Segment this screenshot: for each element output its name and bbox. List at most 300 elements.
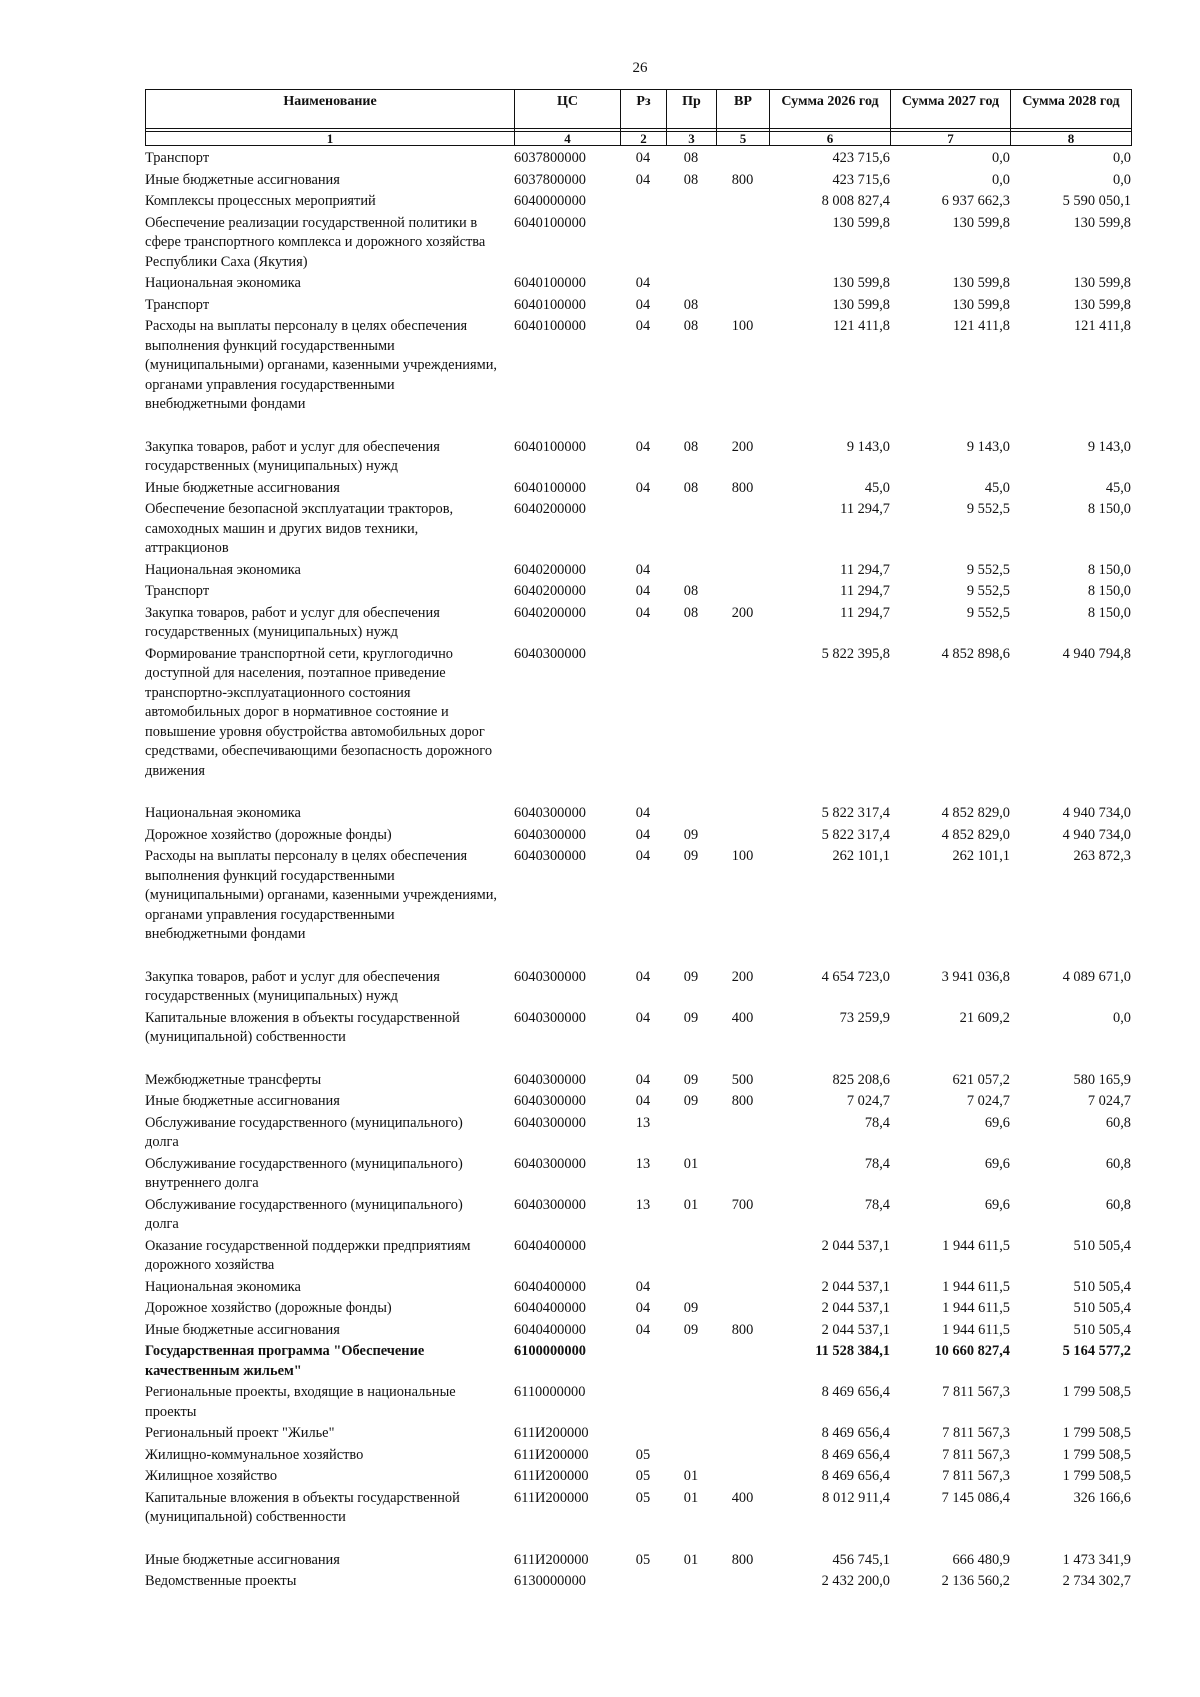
row-sum-2028: 9 143,0 xyxy=(1087,438,1131,455)
row-rz-code: 05 xyxy=(635,1551,651,1568)
row-sum-2027: 621 057,2 xyxy=(952,1071,1010,1088)
row-rz-code xyxy=(620,213,666,274)
row-sum-2026: 130 599,8 xyxy=(832,296,890,313)
row-cs-code: 6037800000 xyxy=(514,150,586,166)
column-header-sum-2026: Сумма 2026 год xyxy=(770,90,891,129)
row-vr-code: 800 xyxy=(731,171,754,188)
row-rz-code: 04 xyxy=(635,805,651,821)
row-sum-2026: 45,0 xyxy=(864,479,890,496)
row-sum-2026: 825 208,6 xyxy=(832,1071,890,1088)
row-vr-code xyxy=(716,213,769,274)
row-pr-code: 09 xyxy=(683,968,699,985)
row-rz-code xyxy=(620,1571,666,1593)
row-pr-code: 01 xyxy=(683,1196,699,1213)
column-header-rz: Рз xyxy=(621,90,667,129)
row-rz-code xyxy=(620,1341,666,1382)
row-rz-code: 04 xyxy=(635,1278,651,1295)
row-vr-code: 800 xyxy=(731,1551,754,1568)
row-sum-2026: 4 654 723,0 xyxy=(821,968,890,985)
table-row xyxy=(145,1488,1131,1529)
row-sum-2026: 8 008 827,4 xyxy=(821,193,890,209)
table-row xyxy=(145,1382,1131,1423)
row-sum-2026: 5 822 395,8 xyxy=(821,645,890,662)
row-rz-code: 04 xyxy=(635,150,651,166)
row-rz-code: 13 xyxy=(635,1114,651,1131)
row-vr-code: 200 xyxy=(731,968,754,985)
row-name: Расходы на выплаты персоналу в целях обеспечения выполнения функций государственными (муниципальными) органами, казенными учреждениями, органами управления государственными внебюджетными фондами xyxy=(145,848,498,942)
row-vr-code xyxy=(716,1466,769,1488)
table-row xyxy=(145,316,1131,416)
row-cs-code: 6040300000 xyxy=(514,1071,586,1088)
row-sum-2028: 326 166,6 xyxy=(1073,1489,1131,1506)
row-sum-2028: 4 940 734,0 xyxy=(1062,805,1131,821)
row-sum-2026: 8 012 911,4 xyxy=(822,1489,890,1506)
row-sum-2026: 2 044 537,1 xyxy=(821,1237,890,1254)
row-name: Национальная экономика xyxy=(145,805,301,821)
column-number-8: 8 xyxy=(1011,132,1132,146)
table-row xyxy=(145,581,1131,603)
row-name: Транспорт xyxy=(145,583,210,599)
row-sum-2028: 580 165,9 xyxy=(1073,1071,1131,1088)
row-cs-code: 6040300000 xyxy=(514,968,586,985)
row-name: Обеспечение безопасной эксплуатации тракторов, самоходных машин и других видов техники, аттракционов xyxy=(145,501,454,556)
row-vr-code xyxy=(716,499,769,560)
row-cs-code: 6040200000 xyxy=(514,561,586,578)
row-sum-2028: 1 799 508,5 xyxy=(1062,1425,1131,1441)
page-number: 26 xyxy=(632,60,648,76)
row-cs-code: 6040400000 xyxy=(514,1321,586,1338)
row-sum-2027: 9 552,5 xyxy=(966,501,1010,517)
table-row xyxy=(145,846,1131,946)
row-vr-code: 200 xyxy=(731,438,754,455)
row-cs-code: 6037800000 xyxy=(514,171,586,188)
row-cs-code: 611И200000 xyxy=(514,1425,589,1441)
row-pr-code xyxy=(666,560,716,582)
row-name: Иные бюджетные ассигнования xyxy=(145,1093,340,1109)
row-pr-code: 08 xyxy=(683,438,699,455)
row-name: Межбюджетные трансферты xyxy=(145,1071,322,1088)
row-pr-code xyxy=(666,1445,716,1467)
column-number-7: 7 xyxy=(891,132,1011,146)
table-row xyxy=(145,1113,1131,1154)
row-cs-code: 6040300000 xyxy=(514,805,586,821)
row-vr-code xyxy=(716,803,769,825)
row-cs-code: 6130000000 xyxy=(514,1573,586,1589)
row-vr-code xyxy=(716,825,769,847)
row-sum-2027: 121 411,8 xyxy=(952,318,1010,334)
row-name: Национальная экономика xyxy=(145,561,301,578)
row-sum-2028: 0,0 xyxy=(1113,150,1131,166)
row-sum-2028: 0,0 xyxy=(1113,1009,1131,1026)
row-spacer xyxy=(145,416,1131,437)
row-rz-code: 04 xyxy=(635,1300,651,1316)
row-cs-code: 6040100000 xyxy=(514,275,586,291)
column-number-5: 5 xyxy=(717,132,770,146)
row-sum-2026: 262 101,1 xyxy=(832,848,890,864)
row-spacer xyxy=(145,946,1131,967)
row-sum-2026: 11 294,7 xyxy=(840,561,890,578)
row-rz-code: 04 xyxy=(635,1093,651,1109)
row-sum-2027: 130 599,8 xyxy=(952,296,1010,313)
row-rz-code: 04 xyxy=(635,583,651,599)
row-pr-code: 08 xyxy=(683,171,699,188)
row-rz-code xyxy=(620,1382,666,1423)
row-sum-2026: 78,4 xyxy=(864,1155,890,1172)
row-sum-2027: 21 609,2 xyxy=(959,1009,1010,1026)
row-sum-2028: 510 505,4 xyxy=(1073,1237,1131,1254)
table-row xyxy=(145,1070,1131,1092)
row-sum-2026: 121 411,8 xyxy=(832,318,890,334)
row-vr-code xyxy=(716,560,769,582)
row-vr-code xyxy=(716,191,769,213)
row-sum-2027: 0,0 xyxy=(992,150,1010,166)
column-number-3: 3 xyxy=(667,132,717,146)
row-spacer xyxy=(145,1049,1131,1070)
row-sum-2028: 4 940 794,8 xyxy=(1062,645,1131,662)
row-vr-code xyxy=(716,148,769,170)
row-rz-code xyxy=(620,644,666,783)
table-row xyxy=(145,1320,1131,1342)
table-row xyxy=(145,148,1131,170)
row-vr-code xyxy=(716,1236,769,1277)
row-sum-2028: 8 150,0 xyxy=(1087,583,1131,599)
row-rz-code: 04 xyxy=(635,826,651,843)
row-name: Оказание государственной поддержки предприятиям дорожного хозяйства xyxy=(145,1237,471,1273)
row-rz-code xyxy=(620,191,666,213)
row-name: Расходы на выплаты персоналу в целях обеспечения выполнения функций государственными (муниципальными) органами, казенными учреждениями, органами управления государственными внебюджетными фондами xyxy=(145,318,498,412)
table-row xyxy=(145,967,1131,1008)
row-sum-2027: 666 480,9 xyxy=(952,1551,1010,1568)
row-vr-code xyxy=(716,1571,769,1593)
row-vr-code: 100 xyxy=(731,318,754,334)
row-sum-2028: 7 024,7 xyxy=(1087,1093,1131,1109)
row-sum-2026: 5 822 317,4 xyxy=(821,805,890,821)
row-sum-2028: 510 505,4 xyxy=(1073,1278,1131,1295)
row-pr-code xyxy=(666,499,716,560)
row-cs-code: 6040200000 xyxy=(514,604,586,621)
row-sum-2026: 423 715,6 xyxy=(832,171,890,188)
row-vr-code xyxy=(716,1445,769,1467)
row-pr-code: 01 xyxy=(683,1489,699,1506)
row-rz-code: 04 xyxy=(635,1009,651,1026)
row-vr-code xyxy=(716,1341,769,1382)
row-rz-code: 13 xyxy=(635,1196,651,1213)
row-name: Капитальные вложения в объекты государственной (муниципальной) собственности xyxy=(145,1489,460,1525)
row-sum-2028: 1 799 508,5 xyxy=(1062,1468,1131,1484)
row-cs-code: 6040300000 xyxy=(514,1114,586,1131)
row-name: Закупка товаров, работ и услуг для обеспечения государственных (муниципальных) нужд xyxy=(145,604,440,640)
row-cs-code: 6040100000 xyxy=(514,318,586,334)
row-sum-2027: 7 024,7 xyxy=(966,1093,1010,1109)
row-sum-2028: 8 150,0 xyxy=(1087,561,1131,578)
row-name: Обслуживание государственного (муниципального) долга xyxy=(145,1114,463,1150)
row-name: Иные бюджетные ассигнования xyxy=(145,171,340,188)
row-sum-2027: 130 599,8 xyxy=(952,275,1010,291)
table-row xyxy=(145,1423,1131,1445)
row-sum-2027: 1 944 611,5 xyxy=(942,1300,1010,1316)
row-sum-2026: 130 599,8 xyxy=(832,275,890,291)
row-sum-2027: 45,0 xyxy=(984,479,1010,496)
row-name: Комплексы процессных мероприятий xyxy=(145,193,376,209)
row-sum-2027: 1 944 611,5 xyxy=(942,1321,1010,1338)
row-cs-code: 6040300000 xyxy=(514,848,586,864)
column-number-2: 2 xyxy=(621,132,667,146)
row-cs-code: 6040400000 xyxy=(514,1300,586,1316)
row-cs-code: 6040400000 xyxy=(514,1278,586,1295)
table-row xyxy=(145,1008,1131,1049)
row-vr-code: 800 xyxy=(731,1321,754,1338)
row-sum-2028: 5 590 050,1 xyxy=(1062,193,1131,209)
row-vr-code xyxy=(716,1382,769,1423)
column-header-cs: ЦС xyxy=(515,90,621,129)
row-vr-code xyxy=(716,1298,769,1320)
table-row xyxy=(145,825,1131,847)
row-sum-2027: 262 101,1 xyxy=(952,848,1010,864)
table-row xyxy=(145,1154,1131,1195)
row-name: Капитальные вложения в объекты государственной (муниципальной) собственности xyxy=(145,1009,460,1045)
row-pr-code xyxy=(666,1382,716,1423)
table-row xyxy=(145,1550,1131,1572)
row-vr-code: 400 xyxy=(731,1009,754,1026)
row-cs-code: 6040200000 xyxy=(514,583,586,599)
row-cs-code: 6040300000 xyxy=(514,826,586,843)
row-cs-code: 6040300000 xyxy=(514,1155,586,1172)
row-rz-code xyxy=(620,1236,666,1277)
row-sum-2027: 130 599,8 xyxy=(952,214,1010,231)
row-name: Обслуживание государственного (муниципального) долга xyxy=(145,1196,463,1232)
row-sum-2026: 8 469 656,4 xyxy=(821,1425,890,1441)
row-pr-code: 09 xyxy=(683,1093,699,1109)
row-rz-code: 05 xyxy=(635,1446,651,1463)
row-sum-2027: 9 552,5 xyxy=(966,604,1010,621)
column-number-6: 6 xyxy=(770,132,891,146)
row-sum-2026: 11 294,7 xyxy=(840,604,890,621)
row-sum-2027: 6 937 662,3 xyxy=(941,193,1010,209)
row-name: Ведомственные проекты xyxy=(145,1573,297,1589)
row-rz-code: 04 xyxy=(635,1071,651,1088)
row-name: Обслуживание государственного (муниципального) внутреннего долга xyxy=(145,1155,463,1191)
row-rz-code: 05 xyxy=(635,1468,651,1484)
row-vr-code: 100 xyxy=(731,848,754,864)
row-rz-code: 04 xyxy=(635,604,651,621)
row-pr-code xyxy=(666,1277,716,1299)
row-sum-2028: 510 505,4 xyxy=(1073,1300,1131,1316)
row-sum-2028: 130 599,8 xyxy=(1073,296,1131,313)
row-sum-2027: 69,6 xyxy=(984,1196,1010,1213)
row-pr-code: 09 xyxy=(683,1300,699,1316)
row-name: Транспорт xyxy=(145,150,210,166)
row-cs-code: 6040100000 xyxy=(514,296,586,313)
row-sum-2027: 9 552,5 xyxy=(966,583,1010,599)
row-pr-code: 09 xyxy=(683,1321,699,1338)
row-pr-code: 08 xyxy=(683,296,699,313)
row-name: Государственная программа "Обеспечение качественным жильем" xyxy=(145,1343,425,1379)
row-pr-code xyxy=(666,1341,716,1382)
row-sum-2027: 1 944 611,5 xyxy=(942,1278,1010,1295)
row-sum-2026: 78,4 xyxy=(864,1114,890,1131)
row-sum-2028: 60,8 xyxy=(1105,1155,1131,1172)
row-cs-code: 6040000000 xyxy=(514,193,586,209)
row-cs-code: 611И200000 xyxy=(514,1468,589,1484)
row-pr-code: 08 xyxy=(683,604,699,621)
row-pr-code: 08 xyxy=(683,583,699,599)
table-row xyxy=(145,273,1131,295)
row-name: Формирование транспортной сети, круглогодично доступной для населения, поэтапное приведение транспортно-эксплуатационного состояния автомобильных дорог в нормативное состояние и повышение уровня обустройства автомобильных дорог средствами, обеспечивающими безопасность дорожного движения xyxy=(145,645,493,779)
row-sum-2028: 2 734 302,7 xyxy=(1062,1573,1131,1589)
row-vr-code: 500 xyxy=(731,1071,754,1088)
budget-table xyxy=(145,148,1131,1593)
row-sum-2027: 4 852 898,6 xyxy=(941,645,1010,662)
row-cs-code: 6040300000 xyxy=(514,1093,586,1109)
row-vr-code xyxy=(716,644,769,783)
row-sum-2026: 9 143,0 xyxy=(846,438,890,455)
row-sum-2026: 423 715,6 xyxy=(832,150,890,166)
row-sum-2028: 1 799 508,5 xyxy=(1062,1384,1131,1400)
row-sum-2027: 7 811 567,3 xyxy=(942,1425,1010,1441)
row-name: Национальная экономика xyxy=(145,275,301,291)
row-cs-code: 611И200000 xyxy=(514,1551,589,1568)
row-sum-2026: 130 599,8 xyxy=(832,214,890,231)
row-sum-2027: 9 552,5 xyxy=(966,561,1010,578)
column-header-sum-2027: Сумма 2027 год xyxy=(891,90,1011,129)
table-header xyxy=(145,89,1132,146)
table-row xyxy=(145,603,1131,644)
row-pr-code xyxy=(666,273,716,295)
row-name: Иные бюджетные ассигнования xyxy=(145,479,340,496)
row-sum-2026: 11 294,7 xyxy=(840,501,890,517)
row-cs-code: 6040300000 xyxy=(514,1196,586,1213)
row-sum-2026: 8 469 656,4 xyxy=(821,1446,890,1463)
row-vr-code xyxy=(716,1423,769,1445)
row-rz-code: 04 xyxy=(635,1321,651,1338)
row-sum-2028: 0,0 xyxy=(1113,171,1131,188)
table-row xyxy=(145,1091,1131,1113)
column-number-1: 1 xyxy=(146,132,515,146)
row-cs-code: 6040300000 xyxy=(514,645,586,662)
row-sum-2028: 263 872,3 xyxy=(1073,848,1131,864)
row-sum-2027: 69,6 xyxy=(984,1155,1010,1172)
row-sum-2028: 4 940 734,0 xyxy=(1062,826,1131,843)
row-pr-code xyxy=(666,1423,716,1445)
row-pr-code xyxy=(666,213,716,274)
row-sum-2026: 78,4 xyxy=(864,1196,890,1213)
row-sum-2026: 8 469 656,4 xyxy=(821,1468,890,1484)
row-rz-code: 05 xyxy=(635,1489,651,1506)
row-sum-2027: 7 811 567,3 xyxy=(942,1446,1010,1463)
row-sum-2026: 11 294,7 xyxy=(840,583,890,599)
row-sum-2028: 8 150,0 xyxy=(1087,501,1131,517)
row-pr-code xyxy=(666,644,716,783)
row-sum-2027: 4 852 829,0 xyxy=(941,826,1010,843)
row-sum-2028: 130 599,8 xyxy=(1073,214,1131,231)
row-rz-code: 04 xyxy=(635,561,651,578)
row-sum-2027: 9 143,0 xyxy=(966,438,1010,455)
column-header-vr: ВР xyxy=(717,90,770,129)
row-pr-code: 09 xyxy=(683,1009,699,1026)
column-header-name: Наименование xyxy=(146,90,515,129)
row-pr-code: 01 xyxy=(683,1155,699,1172)
row-vr-code: 800 xyxy=(731,479,754,496)
row-sum-2026: 73 259,9 xyxy=(839,1009,890,1026)
row-cs-code: 6100000000 xyxy=(514,1343,586,1359)
table-row xyxy=(145,560,1131,582)
table-row xyxy=(145,213,1131,274)
row-vr-code xyxy=(716,295,769,317)
table-row xyxy=(145,1277,1131,1299)
row-rz-code: 13 xyxy=(635,1155,651,1172)
row-sum-2028: 5 164 577,2 xyxy=(1062,1343,1131,1359)
row-sum-2027: 0,0 xyxy=(992,171,1010,188)
table-row xyxy=(145,170,1131,192)
row-pr-code: 01 xyxy=(683,1468,699,1484)
row-sum-2027: 10 660 827,4 xyxy=(934,1343,1010,1359)
row-name: Жилищное хозяйство xyxy=(145,1468,278,1484)
row-pr-code: 09 xyxy=(683,1071,699,1088)
row-name: Жилищно-коммунальное хозяйство xyxy=(145,1446,364,1463)
row-name: Национальная экономика xyxy=(145,1278,301,1295)
table-row xyxy=(145,1466,1131,1488)
row-sum-2028: 121 411,8 xyxy=(1073,318,1131,334)
table-row xyxy=(145,499,1131,560)
row-cs-code: 6040100000 xyxy=(514,438,586,455)
row-sum-2028: 4 089 671,0 xyxy=(1062,968,1131,985)
row-sum-2028: 60,8 xyxy=(1105,1114,1131,1131)
row-pr-code xyxy=(666,191,716,213)
row-sum-2026: 5 822 317,4 xyxy=(821,826,890,843)
row-spacer xyxy=(145,782,1131,803)
table-row xyxy=(145,478,1131,500)
table-row xyxy=(145,644,1131,783)
row-vr-code: 800 xyxy=(731,1093,754,1109)
row-sum-2028: 1 473 341,9 xyxy=(1062,1551,1131,1568)
row-vr-code xyxy=(716,1113,769,1154)
row-sum-2026: 8 469 656,4 xyxy=(821,1384,890,1400)
row-pr-code xyxy=(666,1571,716,1593)
row-name: Региональный проект "Жилье" xyxy=(145,1425,335,1441)
row-vr-code xyxy=(716,581,769,603)
row-vr-code: 400 xyxy=(731,1489,754,1506)
row-name: Закупка товаров, работ и услуг для обеспечения государственных (муниципальных) нужд xyxy=(145,968,440,1004)
row-sum-2026: 456 745,1 xyxy=(832,1551,890,1568)
row-sum-2026: 2 432 200,0 xyxy=(821,1573,890,1589)
row-rz-code: 04 xyxy=(635,296,651,313)
row-pr-code xyxy=(666,803,716,825)
row-name: Дорожное хозяйство (дорожные фонды) xyxy=(145,826,392,843)
row-name: Транспорт xyxy=(145,296,210,313)
column-number-4: 4 xyxy=(515,132,621,146)
row-cs-code: 6040100000 xyxy=(514,214,586,231)
row-rz-code: 04 xyxy=(635,848,651,864)
row-cs-code: 611И200000 xyxy=(514,1446,589,1463)
row-rz-code: 04 xyxy=(635,438,651,455)
row-name: Дорожное хозяйство (дорожные фонды) xyxy=(145,1300,392,1316)
row-pr-code: 08 xyxy=(683,318,699,334)
row-pr-code: 09 xyxy=(683,848,699,864)
row-cs-code: 6040100000 xyxy=(514,479,586,496)
row-sum-2028: 1 799 508,5 xyxy=(1062,1446,1131,1463)
row-rz-code: 04 xyxy=(635,479,651,496)
row-pr-code xyxy=(666,1236,716,1277)
row-pr-code xyxy=(666,1113,716,1154)
row-rz-code xyxy=(620,1423,666,1445)
row-sum-2027: 7 811 567,3 xyxy=(942,1468,1010,1484)
row-sum-2028: 60,8 xyxy=(1105,1196,1131,1213)
row-cs-code: 6040300000 xyxy=(514,1009,586,1026)
row-sum-2026: 2 044 537,1 xyxy=(821,1321,890,1338)
row-cs-code: 611И200000 xyxy=(514,1489,589,1506)
row-vr-code xyxy=(716,273,769,295)
row-sum-2028: 45,0 xyxy=(1105,479,1131,496)
